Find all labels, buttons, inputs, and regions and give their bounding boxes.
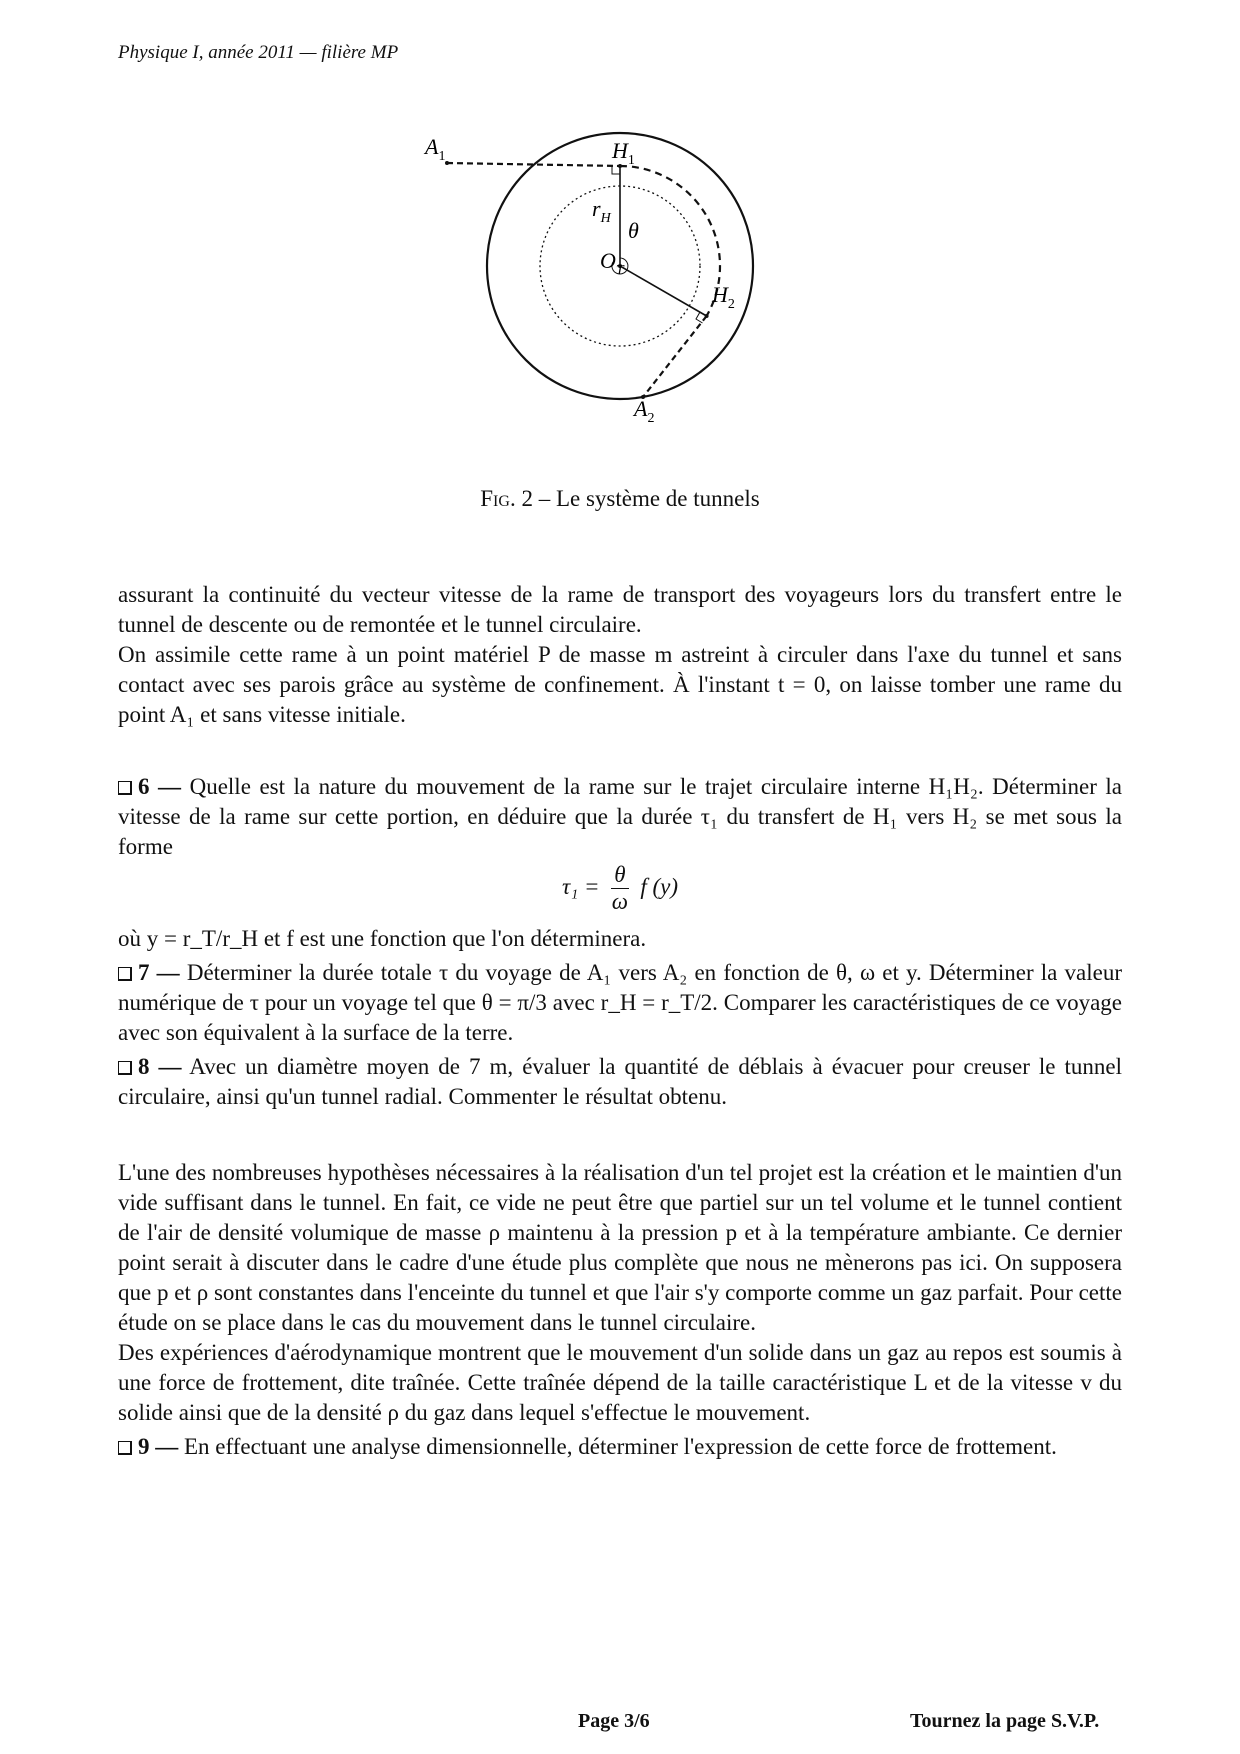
- point-h2: [705, 314, 709, 318]
- paragraph-4: Des expériences d'aérodynamique montrent que le mouvement d'un solide dans un gaz au repos est soumis à une force de frottement, dite traînée. Cette traînée dépend de la taille caractéristique L et de la vitesse v du solide ainsi que de la densité ρ du gaz dans lequel s'effectue le mouvement.: [118, 1340, 1122, 1425]
- point-a1: [445, 161, 449, 165]
- paragraph-2: On assimile cette rame à un point matériel P de masse m astreint à circuler dans l'axe du tunnel et sans contact avec ses parois grâce au système de confinement. À l'instant t = 0, on laisse tomber une rame du point A₁ et sans vitesse initiale.: [118, 642, 1122, 727]
- question-6: [118, 772, 1122, 862]
- question-7-text: Déterminer la durée totale τ du voyage de A₁ vers A₂ en fonction de θ, ω et y. Déterminer la valeur numérique de τ pour un voyage tel que θ = π/3 avec r_H = r_T/2. Comparer les caractéristiques de ce voyage avec son équivalent à la surface de la terre.: [118, 960, 1123, 1045]
- eq-lhs: τ₁ =: [562, 873, 600, 899]
- tunnel-h2-a2: [643, 316, 707, 397]
- question-6-text: Quelle est la nature du mouvement de la rame sur le trajet circulaire interne H₁H₂. Déterminer la vitesse de la rame sur cette portion, en déduire que la durée τ₁ du transfert de H₁ vers H₂ se met sous la forme: [118, 774, 1123, 859]
- radius-oh2: [620, 266, 707, 316]
- eq-denominator: ω: [611, 889, 629, 914]
- checkbox-icon: [118, 967, 132, 981]
- figure-caption: [0, 486, 1240, 512]
- paragraph-1: assurant la continuité du vecteur vitesse de la rame de transport des voyageurs lors du transfert entre le tunnel de descente ou de remontée et le tunnel circulaire.: [118, 582, 1122, 637]
- label-rh: $r_H$: [592, 196, 611, 226]
- label-a1: $A_1$: [425, 134, 446, 164]
- checkbox-icon: [118, 1061, 132, 1075]
- question-9: [118, 1432, 1122, 1462]
- turn-page-note: Tournez la page S.V.P.: [910, 1710, 1100, 1732]
- eq-fraction: [611, 862, 628, 915]
- question-8-number: 8 —: [138, 1054, 182, 1079]
- questions-block: [118, 772, 1122, 1112]
- caption-text: 2 – Le système de tunnels: [515, 486, 760, 511]
- label-ot: $O_T$: [600, 248, 624, 278]
- label-h1: $H_1$: [612, 138, 635, 168]
- label-h2: $H_2$: [712, 282, 735, 312]
- question-9-number: 9 —: [138, 1434, 179, 1459]
- body-block-2: [118, 1158, 1122, 1462]
- body-block-1: [118, 580, 1122, 730]
- eq-rhs: f (y): [640, 873, 678, 899]
- tunnel-diagram-svg: [425, 118, 800, 468]
- question-8: [118, 1052, 1122, 1112]
- question-6-number: 6 —: [138, 774, 182, 799]
- checkbox-icon: [118, 1441, 132, 1455]
- paragraph-3: L'une des nombreuses hypothèses nécessaires à la réalisation d'un tel projet est la création et le maintien d'un vide suffisant dans le tunnel. En fait, ce vide ne peut être que partiel sur un tel volume et le tunnel contient de l'air de densité volumique de masse ρ maintenu à la pression p et à la température ambiante. Ce dernier point serait à discuter dans le cadre d'une étude plus complète que nous ne mènerons pas ici. On supposera que p et ρ sont constantes dans l'enceinte du tunnel et que l'air s'y comporte comme un gaz parfait. Pour cette étude on se place dans le cas du mouvement dans le tunnel circulaire.: [118, 1160, 1122, 1335]
- question-7: [118, 958, 1122, 1048]
- question-7-number: 7 —: [138, 960, 180, 985]
- label-a2: $A_2$: [634, 396, 655, 426]
- page-number: Page 3/6: [578, 1710, 650, 1732]
- point-h1: [618, 164, 622, 168]
- eq-numerator: θ: [611, 862, 628, 889]
- running-header: Physique I, année 2011 — filière MP: [118, 42, 399, 63]
- question-8-text: Avec un diamètre moyen de 7 m, évaluer la quantité de déblais à évacuer pour creuser le tunnel circulaire, ainsi qu'un tunnel radial. Commenter le résultat obtenu.: [118, 1054, 1122, 1109]
- question-6-after: où y = r_T/r_H et f est une fonction que l'on déterminera.: [118, 926, 647, 951]
- caption-prefix: Fig.: [480, 486, 516, 511]
- tunnel-diagram: [425, 118, 800, 468]
- question-9-text: En effectuant une analyse dimensionnelle, déterminer l'expression de cette force de frottement.: [184, 1434, 1057, 1459]
- label-theta: θ: [628, 218, 639, 243]
- checkbox-icon: [118, 781, 132, 795]
- equation-tau1: [118, 862, 1122, 924]
